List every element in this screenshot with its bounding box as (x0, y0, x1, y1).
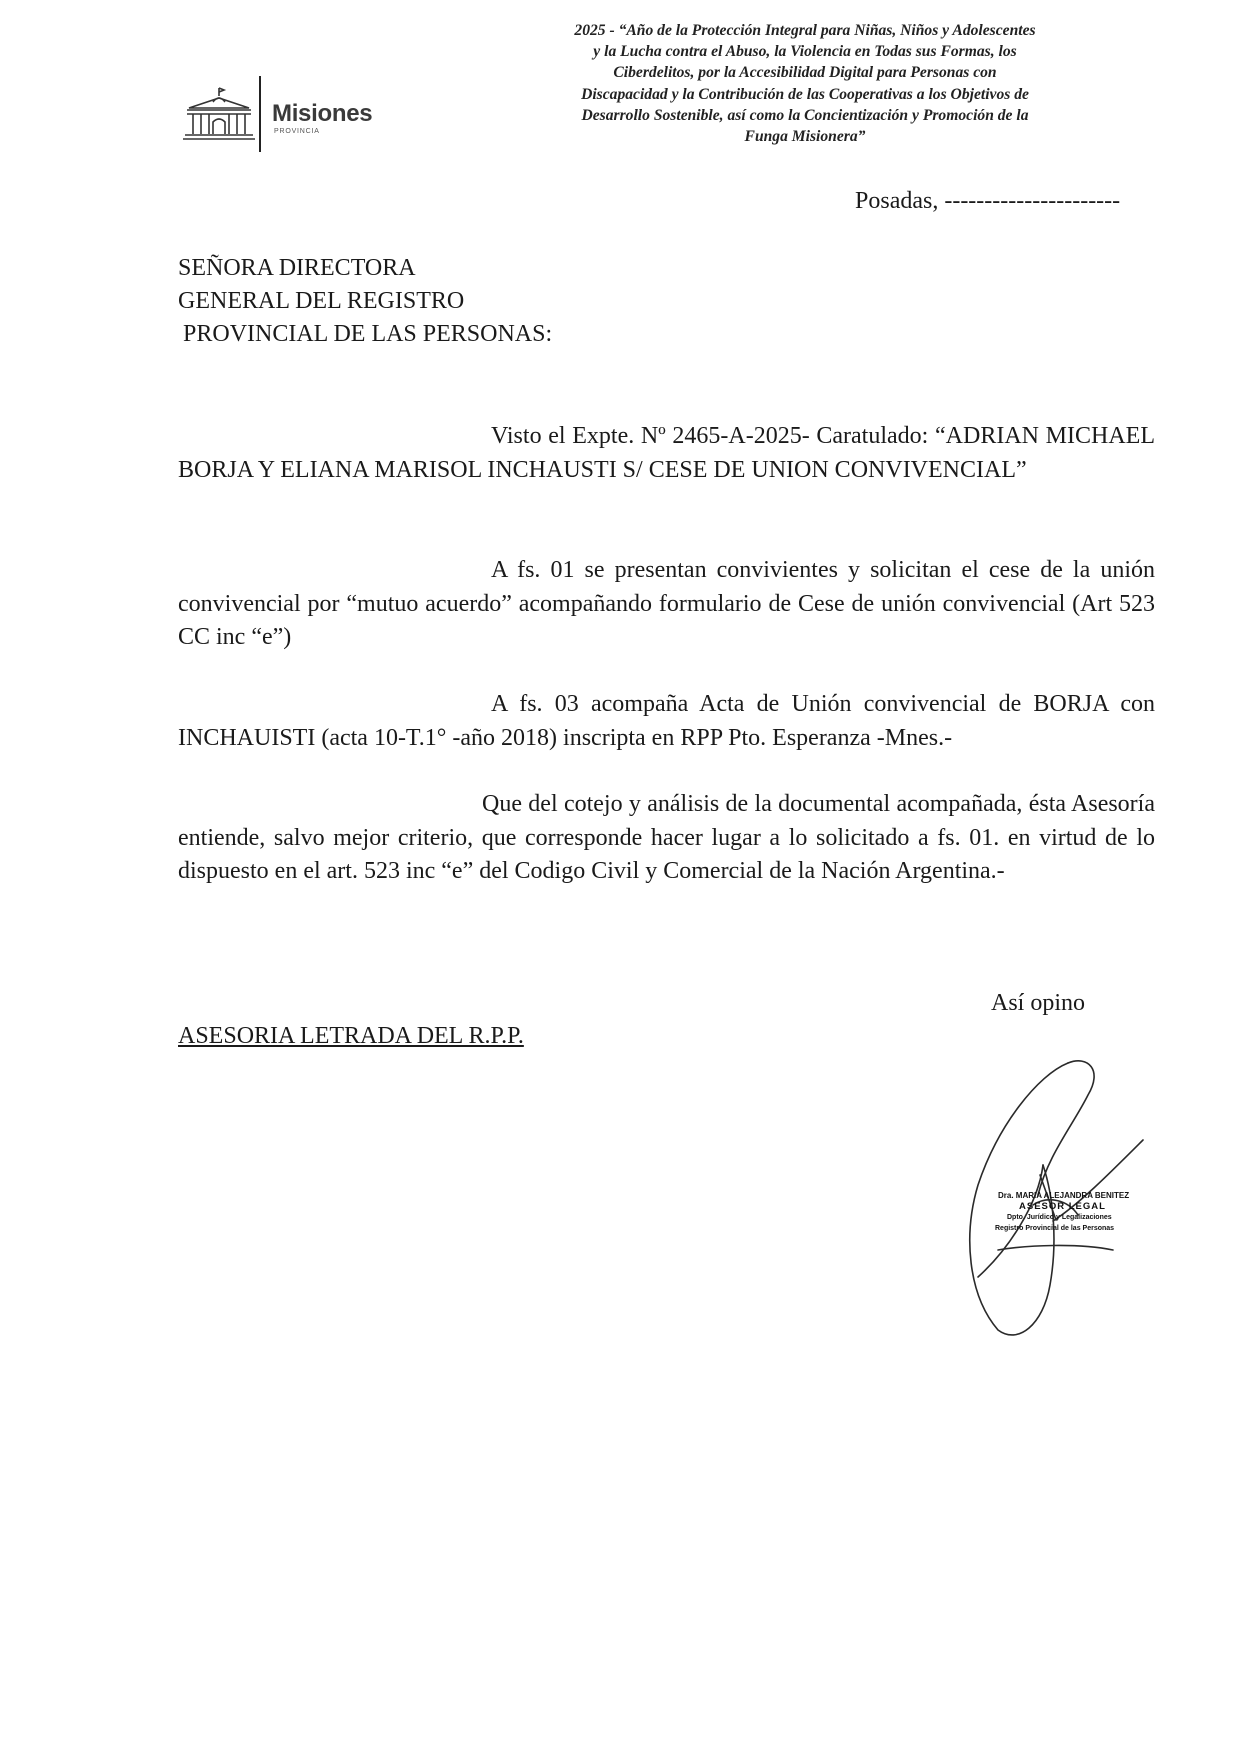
stamp-title: ASESOR LEGAL (1019, 1201, 1106, 1212)
place-date: Posadas, ---------------------- (855, 188, 1121, 214)
motto-line: 2025 - “Año de la Protección Integral para Niñas, Niños y Adolescentes (574, 22, 1036, 39)
paragraph-union-record: A fs. 03 acompaña Acta de Unión convivencial de BORJA con INCHAUISTI (acta 10-T.1° -año 2018) inscripta en RPP Pto. Esperanza -Mnes.- (178, 691, 1155, 751)
logo-name: Misiones (272, 100, 373, 127)
motto-line: Desarrollo Sostenible, así como la Concientización y Promoción de la (581, 106, 1029, 124)
addressee-block (178, 252, 552, 351)
motto-line: y la Lucha contra el Abuso, la Violencia en Todas sus Formas, los (593, 43, 1017, 61)
paragraph-opinion: Que del cotejo y análisis de la documental acompañada, ésta Asesoría entiende, salvo mejor criterio, que corresponde hacer lugar a lo solicitado a fs. 01. en virtud de lo dispuesto en el art. 523 inc “e” del Codigo Civil y Comercial de la Nación Argentina.- (178, 791, 1155, 884)
official-stamp (995, 1190, 1165, 1234)
addressee-line: SEÑORA DIRECTORA (178, 255, 416, 281)
motto-line: Ciberdelitos, por la Accesibilidad Digital para Personas con (613, 64, 997, 82)
office-name: ASESORIA LETRADA DEL R.P.P. (178, 1023, 524, 1049)
logo-divider (259, 76, 261, 152)
logo-subtitle: PROVINCIA (274, 128, 320, 135)
addressee-line: PROVINCIAL DE LAS PERSONAS: (183, 321, 553, 347)
motto-line: Funga Misionera” (744, 128, 866, 146)
government-building-icon (183, 86, 255, 142)
motto-line: Discapacidad y la Contribución de las Cooperativas a los Objetivos de (581, 85, 1029, 103)
closing-text: Así opino (991, 990, 1086, 1016)
addressee-line: GENERAL DEL REGISTRO (178, 288, 465, 314)
stamp-institution: Registro Provincial de las Personas (995, 1225, 1115, 1232)
paragraph-file-reference: Visto el Expte. Nº 2465-A-2025- Caratulado: “ADRIAN MICHAEL BORJA Y ELIANA MARISOL INCHAUSTI S/ CESE DE UNION CONVIVENCIAL” (178, 423, 1155, 483)
stamp-department: Dpto. Jurídico y Legalizaciones (1007, 1214, 1112, 1221)
year-motto (495, 20, 1115, 147)
paragraph-request: A fs. 01 se presentan convivientes y solicitan el cese de la unión convivencial por “mutuo acuerdo” acompañando formulario de Cese de unión convivencial (Art 523 CC inc “e”) (178, 557, 1155, 650)
province-logo (183, 74, 393, 154)
stamp-name: Dra. MARIA ALEJANDRA BENITEZ (998, 1191, 1130, 1200)
